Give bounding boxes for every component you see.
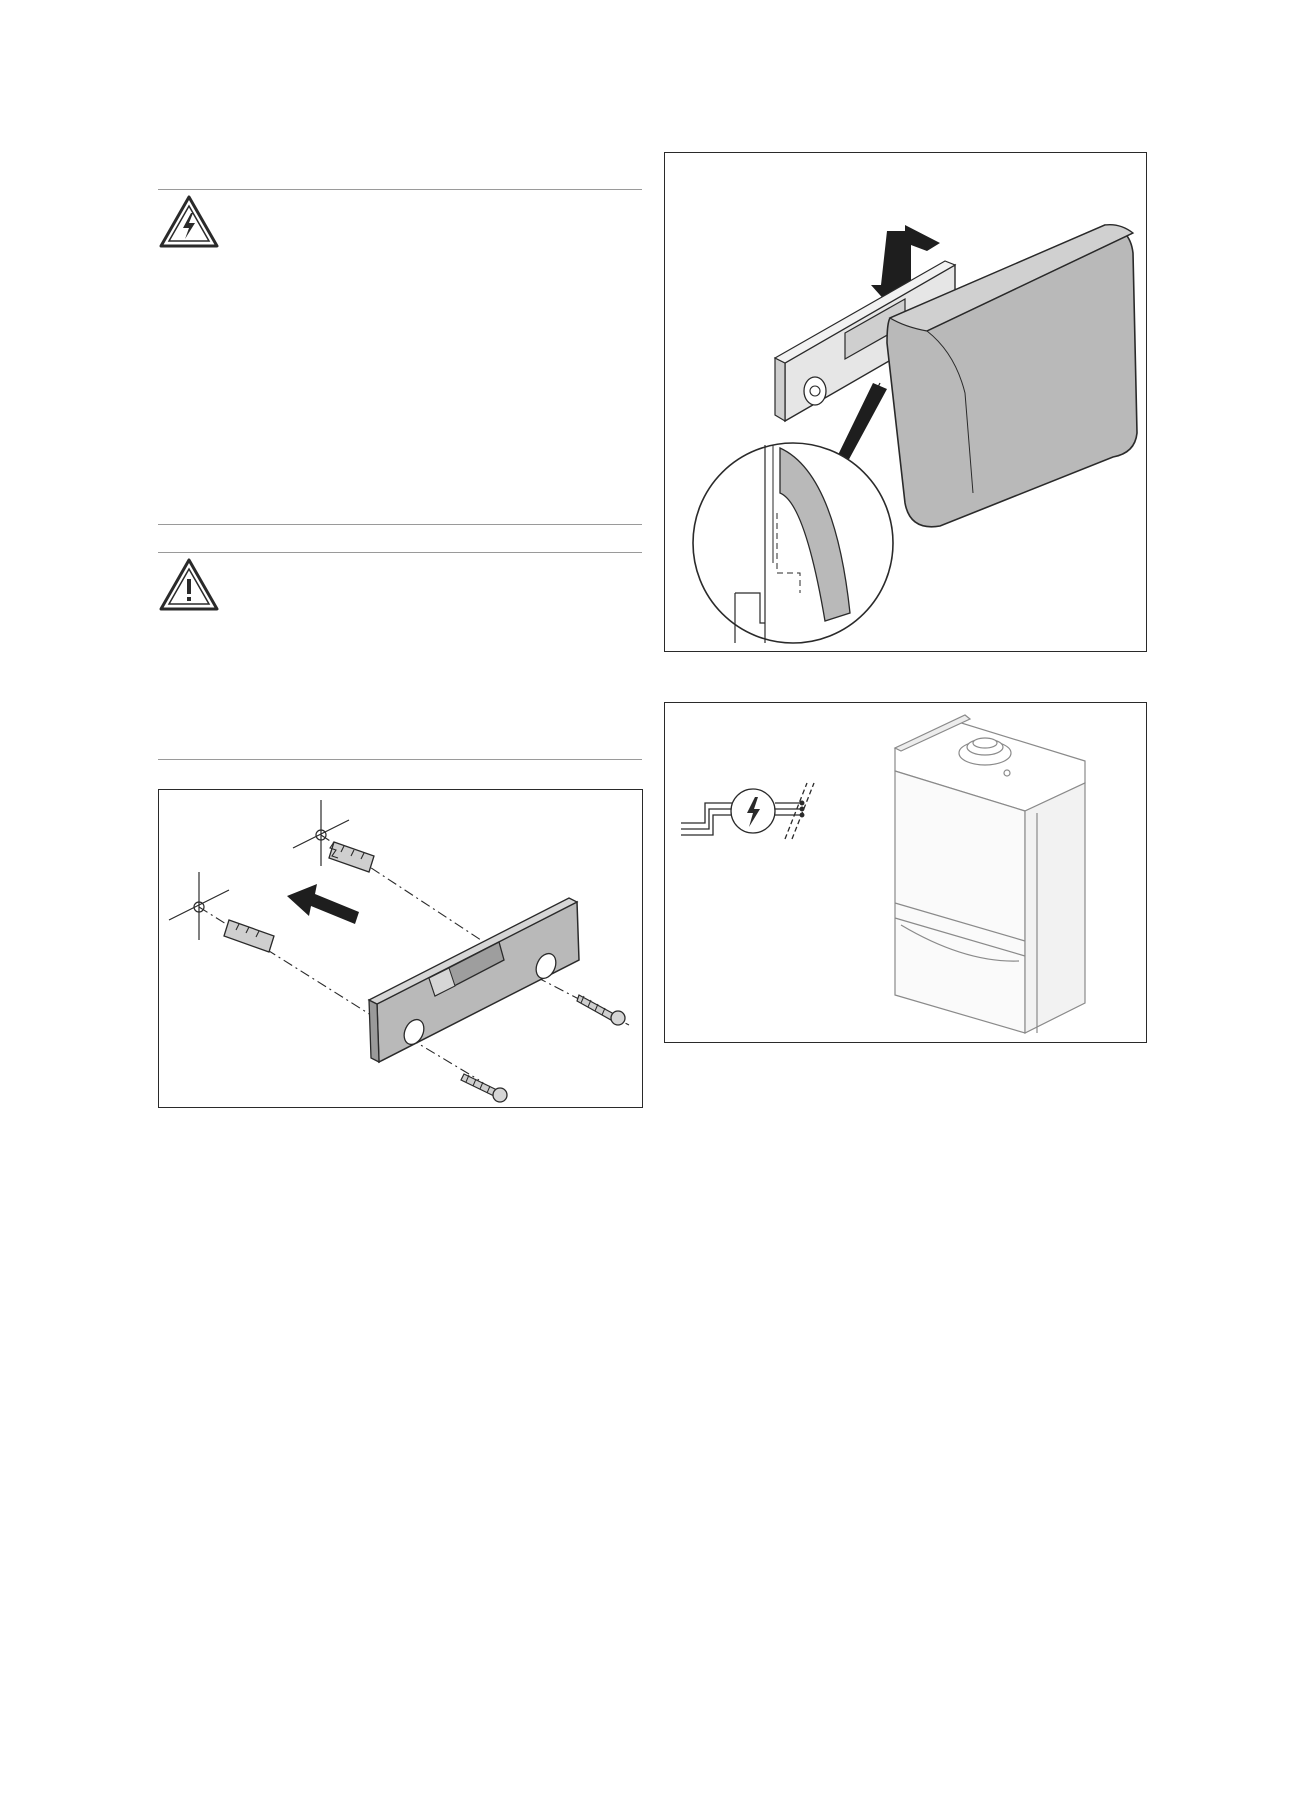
electric-shock-warning-icon	[158, 194, 220, 250]
drill-hole-marks	[169, 800, 349, 940]
warning-bottom-rule	[158, 524, 642, 525]
mounting-plate	[369, 898, 579, 1062]
wall-boiler	[895, 715, 1085, 1033]
screw-lower	[461, 1074, 507, 1102]
wall-dowel-upper	[329, 842, 374, 872]
screw-right	[577, 995, 625, 1025]
power-disconnect-icon	[681, 783, 814, 839]
mounting-plate-screws-dowels-illustration	[159, 790, 644, 1109]
warning-top-rule	[158, 189, 642, 190]
general-warning-icon	[158, 557, 220, 613]
power-isolation-figure	[664, 702, 1147, 1043]
housing-hook-on-figure	[664, 152, 1147, 652]
controller-housing-with-detail-callout	[665, 153, 1148, 653]
direction-arrow-icon	[287, 884, 359, 924]
hook-detail-callout	[693, 383, 893, 643]
wall-plate-mounting-figure	[158, 789, 643, 1108]
boiler-with-disconnect-symbol	[665, 703, 1148, 1044]
wall-dowel-lower	[224, 920, 274, 952]
controller-housing	[887, 225, 1137, 527]
caution-top-rule	[158, 552, 642, 553]
caution-bottom-rule	[158, 759, 642, 760]
